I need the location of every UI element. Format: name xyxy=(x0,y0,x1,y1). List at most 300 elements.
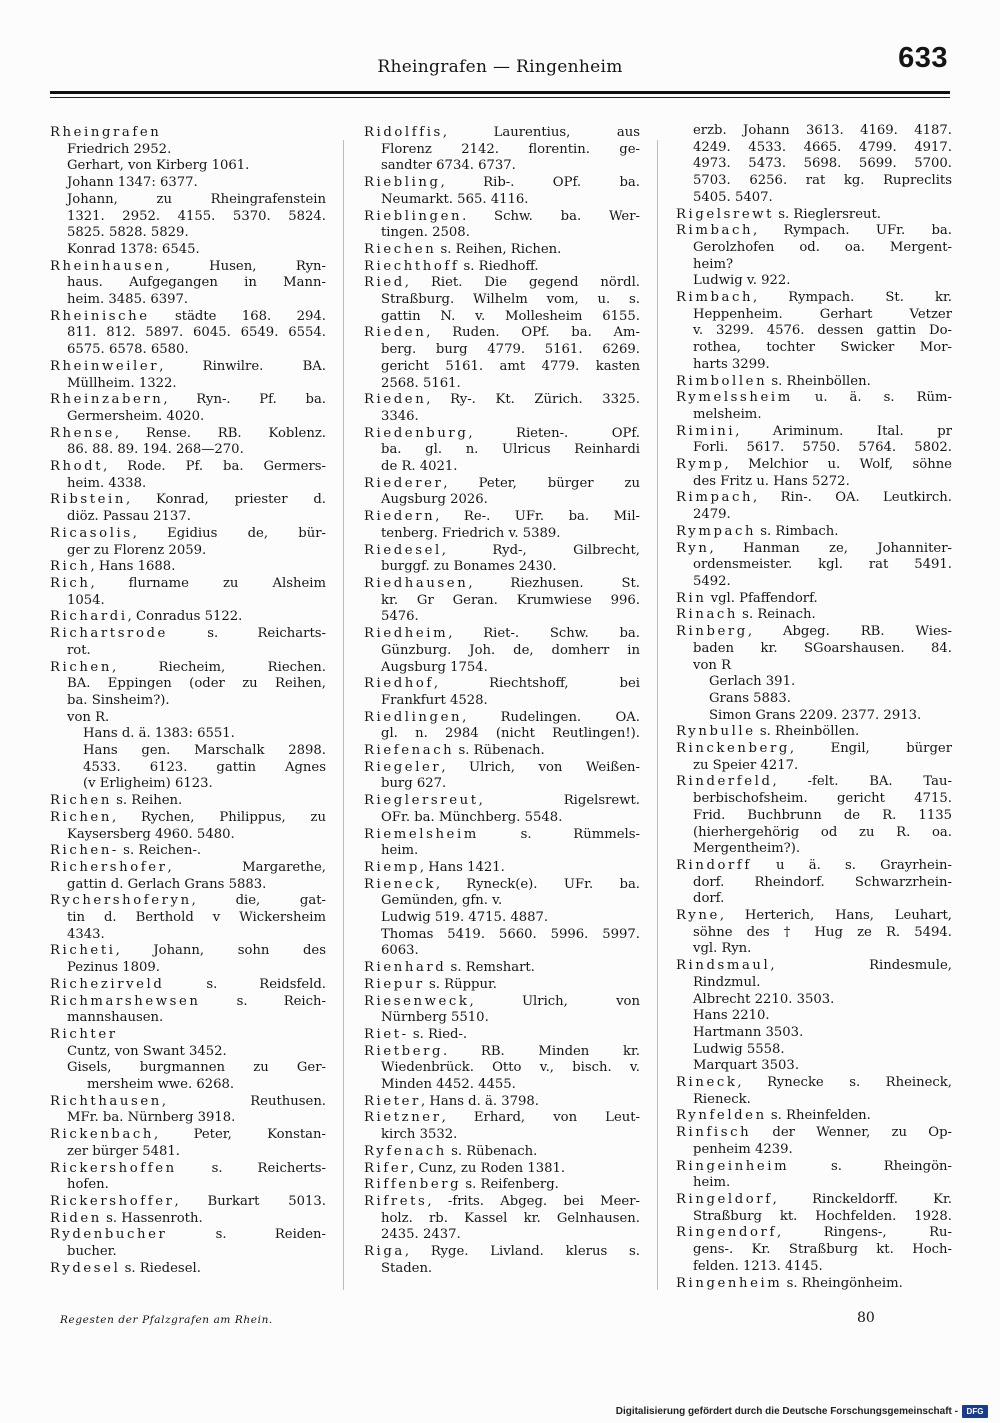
index-entry-line: hofen. xyxy=(67,1177,109,1193)
index-entry-line: heim. 3485. 6397. xyxy=(67,292,189,308)
digitization-note: Digitalisierung gefördert durch die Deutsche Forschungsgemeinschaft - xyxy=(615,1406,958,1417)
index-entry-headword-line: Ridolffis, Laurentius, aus xyxy=(364,125,640,140)
index-entry-headword-line: Richezirveld s. Reidsfeld. xyxy=(50,976,326,992)
index-entry-headword-line: Rifrets, -frits. Abgeg. bei Meer- xyxy=(364,1194,640,1209)
index-entry-line: mannshausen. xyxy=(67,1010,164,1026)
index-entry-headword-line: Ringenheim s. Rheingönheim. xyxy=(676,1275,903,1291)
index-entry-headword-line: Rymelssheim u. ä. s. Rüm- xyxy=(676,390,952,406)
index-entry-line: berg. burg 4779. 5161. 6269. xyxy=(381,342,640,358)
index-entry-line: Straßburg kt. Hochfelden. 1928. xyxy=(693,1208,952,1224)
footer-source: Regesten der Pfalzgrafen am Rhein. xyxy=(60,1314,273,1326)
headword: Rickershoffen xyxy=(50,1160,177,1176)
headword: Rhense xyxy=(50,425,115,441)
headword: Riebling xyxy=(364,175,441,191)
index-entry-line: Augsburg 2026. xyxy=(381,492,488,508)
index-entry-headword-line xyxy=(50,125,326,142)
headword: Rindsmaul xyxy=(676,958,771,974)
index-entry-line: gl. n. 2984 (nicht Reutlingen!). xyxy=(381,726,640,742)
headword: Ringeinheim xyxy=(676,1158,790,1174)
index-entry-line: holz. rb. Kassel kr. Gelnhausen. xyxy=(381,1210,640,1226)
index-entry-line: Rindzmul. xyxy=(693,974,761,990)
index-entry-headword-line: Ringeinheim s. Rheingön- xyxy=(676,1158,952,1174)
headword: Riedesel xyxy=(364,542,442,558)
headword: Richartsrode xyxy=(50,626,168,642)
column-divider-right xyxy=(657,140,658,1290)
headword: Rietzner xyxy=(364,1110,442,1126)
index-entry-line: Ludwig 5558. xyxy=(693,1041,785,1057)
index-entry-line: ba. Sinsheim?). xyxy=(67,692,170,708)
index-entry-line: tenberg. Friedrich v. 5389. xyxy=(381,525,561,541)
index-entry-line: Johann 1347: 6377. xyxy=(67,175,198,191)
headword: Riemelsheim xyxy=(364,826,479,842)
index-entry-line: 1054. xyxy=(67,592,105,608)
index-entry-line: bucher. xyxy=(67,1244,117,1260)
headword: Rimbollen xyxy=(676,373,768,389)
index-entry-line: (hierhergehörig od zu R. oa. xyxy=(693,824,952,840)
headword: Rieblingen xyxy=(364,208,463,224)
headword: Rymp xyxy=(676,457,725,473)
index-entry-line: gens-. Kr. Straßburg kt. Hoch- xyxy=(693,1242,952,1258)
index-entry-line: Hans d. ä. 1383: 6551. xyxy=(83,726,235,742)
index-entry-line: Ludwig 519. 4715. 4887. xyxy=(381,910,549,926)
index-entry-line: baden kr. SGoarshausen. 84. xyxy=(693,640,952,656)
headword: Riedhausen xyxy=(364,575,469,591)
headword: Rich xyxy=(50,575,91,591)
index-entry-headword-line: Rieter, Hans d. ä. 3798. xyxy=(364,1093,539,1109)
column-divider-left xyxy=(343,140,344,1290)
headword: Riefenach xyxy=(364,743,455,759)
index-entry-headword-line: Riegeler, Ulrich, von Weißen- xyxy=(364,759,640,775)
index-entry-line: 1321. 2952. 4155. 5370. 5824. xyxy=(67,208,326,224)
headword: Rymelssheim xyxy=(676,390,793,406)
index-entry-line: Kaysersberg 4960. 5480. xyxy=(67,826,235,842)
index-entry-headword-line: Rimbach, Rympach. UFr. ba. xyxy=(676,223,952,239)
index-entry-line: zu Speier 4217. xyxy=(693,757,799,773)
headword: Riedenburg xyxy=(364,425,469,441)
index-entry-line: Gerolzhofen od. oa. Mergent- xyxy=(693,239,952,255)
index-entry-headword-line: Rich, Hans 1688. xyxy=(50,559,176,575)
index-entry-headword-line: Riemelsheim s. Rümmels- xyxy=(364,826,640,842)
index-entry-line: Gerlach 391. xyxy=(709,674,796,690)
index-entry-headword-line: Rineck, Rynecke s. Rheineck, xyxy=(676,1075,952,1091)
index-entry-line: 4343. xyxy=(67,926,105,942)
index-entry-line: BA. Eppingen (oder zu Reihen, xyxy=(67,676,326,692)
index-entry-line: erzb. Johann 3613. 4169. 4187. xyxy=(693,123,952,138)
headword: Rhodt xyxy=(50,459,104,475)
index-entry-line: ba. gl. n. Ulricus Reinhardi xyxy=(381,442,640,458)
headword: Rinach xyxy=(676,607,738,623)
index-entry-headword-line: Rieblingen. Schw. ba. Wer- xyxy=(364,208,640,224)
index-entry-headword-line: Riedhof, Riechtshoff, bei xyxy=(364,676,640,692)
headword: Riga xyxy=(364,1244,405,1260)
index-entry-headword-line: Rieden, Ry-. Kt. Zürich. 3325. xyxy=(364,392,640,408)
index-entry-line: 811. 812. 5897. 6045. 6549. 6554. xyxy=(67,325,326,341)
index-entry-headword-line: Richen, Rychen, Philippus, zu xyxy=(50,809,326,825)
index-entry-line: sandter 6734. 6737. xyxy=(381,158,516,174)
index-entry-line: v. 3299. 4576. dessen gattin Do- xyxy=(693,323,952,339)
headword: Ryne xyxy=(676,908,720,924)
index-entry-line: Konrad 1378: 6545. xyxy=(67,241,200,257)
index-entry-headword-line: Rieden, Ruden. OPf. ba. Am- xyxy=(364,325,640,341)
index-entry-line: Grans 5883. xyxy=(709,690,791,706)
index-entry-line: Minden 4452. 4455. xyxy=(381,1077,516,1093)
index-entry-headword-line: Riechen s. Reihen, Richen. xyxy=(364,241,562,257)
index-entry-headword-line xyxy=(50,1027,326,1044)
headword: Rieter xyxy=(364,1093,421,1109)
index-entry-headword-line: Richen s. Reihen. xyxy=(50,793,183,809)
index-entry-headword-line: Ribstein, Konrad, priester d. xyxy=(50,492,326,508)
index-entry-line: gattin N. v. Mollesheim 6155. xyxy=(381,308,640,324)
index-entry-line: 5405. 5407. xyxy=(693,189,773,205)
headword: Riffenberg xyxy=(364,1177,462,1193)
index-entry-headword-line: Rhodt, Rode. Pf. ba. Germers- xyxy=(50,459,326,475)
headword: Rydesel xyxy=(50,1260,121,1276)
index-entry-line: heim. xyxy=(381,843,419,859)
index-entry-line: Johann, zu Rheingrafenstein xyxy=(67,191,326,207)
headword: Riedlingen xyxy=(364,709,463,725)
index-entry-headword-line: Rin vgl. Pfaffendorf. xyxy=(676,590,818,606)
headword: Rynbulle xyxy=(676,724,756,740)
headword: Rickershoffer xyxy=(50,1194,175,1209)
index-entry-headword-line: Rinfisch der Wenner, zu Op- xyxy=(676,1125,952,1141)
headword: Rickenbach xyxy=(50,1127,155,1143)
index-entry-line: Frid. Buchbrunn de R. 1135 xyxy=(693,807,952,823)
index-entry-line: kr. Gr Geran. Krumwiese 996. xyxy=(381,592,640,608)
headword: Richezirveld xyxy=(50,976,165,992)
headword: Rieglersreut xyxy=(364,793,479,809)
index-entry-headword-line: Richeti, Johann, sohn des xyxy=(50,943,326,959)
index-entry-headword-line: Rinberg, Abgeg. RB. Wies- xyxy=(676,624,952,640)
index-entry-line: dorf. Rheindorf. Schwarzrhein- xyxy=(693,874,952,890)
index-entry-headword-line: Rheinweiler, Rinwilre. BA. xyxy=(50,358,326,374)
headword: Rin xyxy=(676,590,707,606)
index-entry-line: Pezinus 1809. xyxy=(67,960,160,976)
index-entry-headword-line: Richen, Riecheim, Riechen. xyxy=(50,659,326,675)
index-entry-headword-line: Riedheim, Riet-. Schw. ba. xyxy=(364,626,640,642)
index-entry-line: Friedrich 2952. xyxy=(67,141,172,157)
index-entry-headword-line: Rheinische städte 168. 294. xyxy=(50,308,326,324)
headword: Rynfelden xyxy=(676,1108,767,1124)
index-entry-line: burg 627. xyxy=(381,776,447,792)
index-entry-headword-line: Ried, Riet. Die gegend nördl. xyxy=(364,275,640,291)
index-entry-line: 2435. 2437. xyxy=(381,1227,461,1243)
headword: Riesenweck xyxy=(364,993,470,1009)
headword: Riet- xyxy=(364,1026,409,1042)
index-entry-line: Albrecht 2210. 3503. xyxy=(693,991,835,1007)
index-entry-line: ger zu Florenz 2059. xyxy=(67,542,207,558)
index-entry-line: Ludwig v. 922. xyxy=(693,273,791,289)
headword: Rigelsrewt xyxy=(676,206,775,222)
index-entry-line: Cuntz, von Swant 3452. xyxy=(67,1043,227,1059)
index-entry-line: Florenz 2142. florentin. ge- xyxy=(381,141,640,157)
index-entry-line: tin d. Berthold v Wickersheim xyxy=(67,910,326,926)
index-entry-line: burggf. zu Bonames 2430. xyxy=(381,559,557,575)
index-entry-line: 5476. xyxy=(381,609,419,625)
index-entry-headword-line: Riedlingen, Rudelingen. OA. xyxy=(364,709,640,725)
index-entry-headword-line: Riffenberg s. Reifenberg. xyxy=(364,1177,559,1193)
index-entry-line: des Fritz u. Hans 5272. xyxy=(693,473,850,489)
index-entry-line: 6575. 6578. 6580. xyxy=(67,342,189,358)
index-entry-headword-line: Rindsmaul, Rindesmule, xyxy=(676,958,952,974)
headword: Richen xyxy=(50,809,112,825)
index-entry-line: Gisels, burgmannen zu Ger- xyxy=(67,1060,326,1076)
headword: Rheinzabern xyxy=(50,392,164,408)
index-entry-headword-line: Rynfelden s. Rheinfelden. xyxy=(676,1108,871,1124)
headword: Ried xyxy=(364,275,405,291)
headword: Richter xyxy=(50,1026,118,1042)
headword: Richershofer xyxy=(50,859,168,875)
index-entry-line: 2479. xyxy=(693,507,731,523)
headword: Rienhard xyxy=(364,960,447,976)
index-entry-line: von R. xyxy=(67,709,110,725)
index-entry-line: MFr. ba. Nürnberg 3918. xyxy=(67,1110,236,1126)
headword: Richen xyxy=(50,659,112,675)
index-entry-line: Frankfurt 4528. xyxy=(381,692,488,708)
index-entry-line: zer bürger 5481. xyxy=(67,1143,180,1159)
index-entry-headword-line: Riedhausen, Riezhusen. St. xyxy=(364,575,640,591)
index-entry-line: 5492. xyxy=(693,573,731,589)
index-entry-headword-line: Ringeldorf, Rinckeldorff. Kr. xyxy=(676,1192,952,1207)
headword: Rich xyxy=(50,559,91,575)
index-entry-headword-line: Richartsrode s. Reicharts- xyxy=(50,626,326,642)
index-entry-line: kirch 3532. xyxy=(381,1127,458,1143)
index-entry-headword-line: Ryne, Herterich, Hans, Leuhart, xyxy=(676,908,952,924)
headword: Rinberg xyxy=(676,624,748,640)
headword: Richen xyxy=(50,793,112,809)
index-entry-line: heim. 4338. xyxy=(67,475,147,491)
index-entry-headword-line: Rimbollen s. Rheinböllen. xyxy=(676,373,871,389)
index-entry-line: Simon Grans 2209. 2377. 2913. xyxy=(709,707,922,723)
headword: Riederer xyxy=(364,475,444,491)
index-entry-line: söhne des † Hug ze R. 5494. xyxy=(693,924,952,940)
index-entry-line: de R. 4021. xyxy=(381,459,458,475)
index-entry-headword-line: Riederer, Peter, bürger zu xyxy=(364,475,640,491)
index-entry-headword-line: Rich, flurname zu Alsheim xyxy=(50,575,326,591)
headword: Rietberg xyxy=(364,1043,444,1059)
index-entry-line: Hans gen. Marschalk 2898. xyxy=(83,743,326,759)
index-entry-line: 5825. 5828. 5829. xyxy=(67,225,189,241)
index-entry-line: 4973. 5473. 5698. 5699. 5700. xyxy=(693,156,952,172)
index-entry-headword-line: Rydenbucher s. Reiden- xyxy=(50,1227,326,1243)
index-entry-headword-line: Richmarshewsen s. Reich- xyxy=(50,993,326,1009)
footer-page-signature: 80 xyxy=(857,1310,875,1326)
headword: Rinderfeld xyxy=(676,774,773,790)
index-entry-line: dorf. xyxy=(693,891,725,907)
index-entry-line: Neumarkt. 565. 4116. xyxy=(381,191,529,207)
index-entry-line: Mergentheim?). xyxy=(693,841,801,857)
index-entry-line: Augsburg 1754. xyxy=(381,659,488,675)
headword: Rheinhausen xyxy=(50,258,166,274)
dfg-logo: DFG xyxy=(962,1405,988,1418)
headword: Rineck xyxy=(676,1075,738,1091)
index-column-1 xyxy=(50,125,326,1278)
index-entry-line: gattin d. Gerlach Grans 5883. xyxy=(67,876,267,892)
headword: Riepur xyxy=(364,976,425,992)
headword: Riedheim xyxy=(364,626,449,642)
index-entry-headword-line: Rickenbach, Peter, Konstan- xyxy=(50,1127,326,1143)
index-entry-headword-line: Ricasolis, Egidius de, bür- xyxy=(50,525,326,541)
index-entry-line: Rieneck. xyxy=(693,1091,751,1107)
headword: Rieden xyxy=(364,325,427,341)
index-entry-line: ordensmeister. kgl. rat 5491. xyxy=(693,557,952,573)
index-column-2 xyxy=(364,125,640,1278)
index-entry-headword-line: Rindorff u ä. s. Grayrhein- xyxy=(676,857,952,873)
index-entry-line: 6063. xyxy=(381,943,419,959)
headword: Riechthoff xyxy=(364,258,460,274)
index-entry-headword-line: Riden s. Hassenroth. xyxy=(50,1210,203,1226)
index-entry-headword-line: Rifer, Cunz, zu Roden 1381. xyxy=(364,1160,566,1176)
digitization-credit xyxy=(616,1405,988,1418)
headword: Ricasolis xyxy=(50,525,133,541)
index-entry-line: Hans 2210. xyxy=(693,1008,770,1024)
index-entry-line: Gerhart, von Kirberg 1061. xyxy=(67,158,250,174)
index-entry-headword-line: Rienhard s. Remshart. xyxy=(364,960,535,976)
index-entry-line: Nürnberg 5510. xyxy=(381,1010,489,1026)
index-entry-headword-line: Rickershoffer, Burkart 5013. xyxy=(50,1194,326,1209)
index-entry-line: haus. Aufgegangen in Mann- xyxy=(67,275,326,291)
headword: Rimbach xyxy=(676,223,754,239)
headword: Ringeldorf xyxy=(676,1192,773,1207)
headword: Rheingrafen xyxy=(50,125,162,140)
headword: Ryfenach xyxy=(364,1143,447,1159)
index-entry-line: 4533. 6123. gattin Agnes xyxy=(83,759,326,775)
index-entry-headword-line: Rieneck, Ryneck(e). UFr. ba. xyxy=(364,876,640,892)
index-entry-line: Forli. 5617. 5750. 5764. 5802. xyxy=(693,440,952,456)
index-entry-headword-line: Riga, Ryge. Livland. klerus s. xyxy=(364,1244,640,1260)
headword: Richmarshewsen xyxy=(50,993,201,1009)
index-entry-line: 4249. 4533. 4665. 4799. 4917. xyxy=(693,139,952,155)
headword: Richthausen xyxy=(50,1093,162,1109)
index-entry-line: Germersheim. 4020. xyxy=(67,408,205,424)
index-entry-headword-line: Rhense, Rense. RB. Koblenz. xyxy=(50,425,326,441)
index-entry-line: rot. xyxy=(67,642,91,658)
index-entry-line: penheim 4239. xyxy=(693,1141,793,1157)
index-entry-line: heim? xyxy=(693,256,734,272)
headword: Rydenbucher xyxy=(50,1227,168,1243)
index-entry-line: Straßburg. Wilhelm vom, u. s. xyxy=(381,292,640,308)
index-entry-headword-line: Rigelsrewt s. Rieglersreut. xyxy=(676,206,882,222)
index-entry-line: Marquart 3503. xyxy=(693,1058,800,1074)
index-entry-headword-line: Riefenach s. Rübenach. xyxy=(364,743,545,759)
index-entry-headword-line: Riepur s. Rüppur. xyxy=(364,976,497,992)
headword: Riedhof xyxy=(364,676,434,692)
headword: Ringenheim xyxy=(676,1275,783,1291)
index-entry-line: berbischofsheim. gericht 4715. xyxy=(693,791,952,807)
index-entry-headword-line: Rieglersreut, Rigelsrewt. xyxy=(364,793,640,809)
index-entry-headword-line: Riebling, Rib-. OPf. ba. xyxy=(364,175,640,191)
index-entry-line: tingen. 2508. xyxy=(381,225,470,241)
index-entry-line: 86. 88. 89. 194. 268—270. xyxy=(67,442,244,458)
index-entry-headword-line: Rheinhausen, Husen, Ryn- xyxy=(50,258,326,274)
index-entry-headword-line: Rinckenberg, Engil, bürger xyxy=(676,741,952,757)
index-entry-headword-line: Richershofer, Margarethe, xyxy=(50,859,326,875)
header-rule-thick xyxy=(50,91,950,94)
index-entry-headword-line: Richen- s. Reichen-. xyxy=(50,843,202,859)
index-entry-headword-line: Rimbach, Rympach. St. kr. xyxy=(676,290,952,306)
page-number: 633 xyxy=(898,42,948,74)
index-entry-line: diöz. Passau 2137. xyxy=(67,509,191,525)
headword: Rimbach xyxy=(676,290,754,306)
headword: Richeti xyxy=(50,943,116,959)
index-entry-headword-line: Richardi, Conradus 5122. xyxy=(50,609,243,625)
headword: Rifer xyxy=(364,1160,411,1176)
index-entry-headword-line: Rydesel s. Riedesel. xyxy=(50,1260,201,1276)
index-entry-line: felden. 1213. 4145. xyxy=(693,1258,823,1274)
index-entry-headword-line: Rietberg. RB. Minden kr. xyxy=(364,1043,640,1059)
headword: Riden xyxy=(50,1210,102,1226)
index-entry-line: Thomas 5419. 5660. 5996. 5997. xyxy=(381,926,640,942)
headword: Richardi xyxy=(50,609,128,625)
headword: Rieden xyxy=(364,392,427,408)
headword: Rheinweiler xyxy=(50,358,160,374)
index-entry-line: vgl. Ryn. xyxy=(693,941,752,957)
index-entry-headword-line: Richthausen, Reuthusen. xyxy=(50,1093,326,1109)
index-entry-headword-line: Rimini, Ariminum. Ital. pr xyxy=(676,423,952,439)
headword: Riedern xyxy=(364,509,436,525)
index-entry-line: 2568. 5161. xyxy=(381,375,461,391)
index-entry-headword-line: Rietzner, Erhard, von Leut- xyxy=(364,1110,640,1126)
index-entry-line: 5703. 6256. rat kg. Rupreclits xyxy=(693,173,952,189)
index-entry-headword-line: Rinderfeld, -felt. BA. Tau- xyxy=(676,774,952,790)
index-entry-headword-line: Riedern, Re-. UFr. ba. Mil- xyxy=(364,509,640,525)
index-entry-line: Gemünden, gfn. v. xyxy=(381,893,503,909)
headword: Richen- xyxy=(50,843,119,859)
header-rule-thin xyxy=(50,97,950,98)
headword: Rieneck xyxy=(364,876,436,892)
index-entry-headword-line: Rickershoffen s. Reicherts- xyxy=(50,1160,326,1176)
index-entry-headword-line: Rymp, Melchior u. Wolf, söhne xyxy=(676,457,952,473)
index-entry-line: Müllheim. 1322. xyxy=(67,375,177,391)
headword: Ridolffis xyxy=(364,125,443,140)
index-entry-line: heim. xyxy=(693,1175,731,1191)
index-entry-line: Hartmann 3503. xyxy=(693,1024,804,1040)
index-entry-line: harts 3299. xyxy=(693,356,770,372)
headword: Rympach xyxy=(676,523,757,539)
headword: Rinfisch xyxy=(676,1125,752,1141)
headword: Rindorff xyxy=(676,857,752,873)
headword: Rheinische xyxy=(50,308,150,324)
index-entry-headword-line: Riedenburg, Rieten-. OPf. xyxy=(364,425,640,441)
headword: Riechen xyxy=(364,241,437,257)
index-entry-line: OFr. ba. Münchberg. 5548. xyxy=(381,809,563,825)
index-entry-line: (v Erligheim) 6123. xyxy=(83,776,213,792)
headword: Riemp xyxy=(364,859,420,875)
headword: Rimini xyxy=(676,423,736,439)
index-entry-line: Günzburg. Joh. de, domherr in xyxy=(381,642,640,658)
index-entry-headword-line: Ringendorf, Ringens-, Ru- xyxy=(676,1225,952,1241)
index-entry-headword-line: Ryn, Hanman ze, Johanniter- xyxy=(676,540,952,556)
index-entry-headword-line: Rheinzabern, Ryn-. Pf. ba. xyxy=(50,392,326,408)
headword: Riegeler xyxy=(364,759,442,775)
index-entry-headword-line: Rympach s. Rimbach. xyxy=(676,523,839,539)
headword: Ringendorf xyxy=(676,1225,777,1241)
headword: Rychershoferyn xyxy=(50,893,192,909)
headword: Ribstein xyxy=(50,492,126,508)
headword: Rinckenberg xyxy=(676,741,790,757)
index-entry-line: Heppenheim. Gerhart Vetzer xyxy=(693,306,952,322)
index-entry-headword-line: Riechthoff s. Riedhoff. xyxy=(364,258,539,274)
headword: Ryn xyxy=(676,540,710,556)
index-entry-headword-line: Rynbulle s. Rheinböllen. xyxy=(676,724,860,740)
index-entry-headword-line: Rinach s. Reinach. xyxy=(676,607,816,623)
index-entry-headword-line: Riesenweck, Ulrich, von xyxy=(364,993,640,1009)
index-entry-line: gericht 5161. amt 4779. kasten xyxy=(381,358,640,374)
running-header: Rheingrafen — Ringenheim xyxy=(377,57,623,77)
index-entry-headword-line: Riet- s. Ried-. xyxy=(364,1026,468,1042)
index-entry-line: 3346. xyxy=(381,408,419,424)
index-column-3 xyxy=(676,123,952,1292)
index-entry-headword-line: Rychershoferyn, die, gat- xyxy=(50,893,326,909)
